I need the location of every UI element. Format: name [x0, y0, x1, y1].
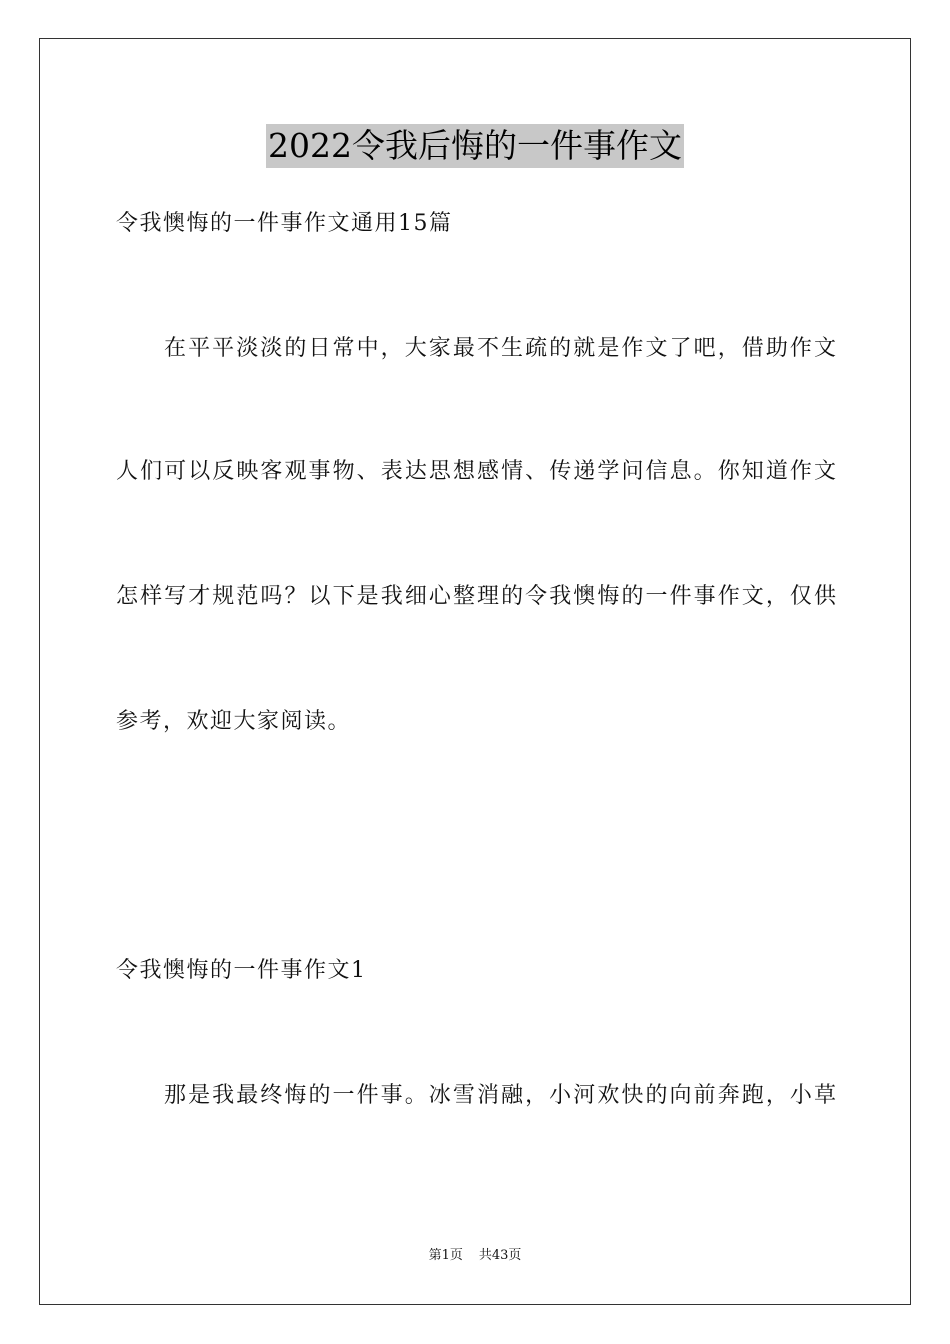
document-title: 2022令我后悔的一件事作文	[266, 124, 684, 168]
section-paragraph-line: 那是我最终悔的一件事。冰雪消融，小河欢快的向前奔跑，小草	[164, 1083, 836, 1108]
intro-paragraph-line: 在平平淡淡的日常中，大家最不生疏的就是作文了吧，借助作文	[164, 336, 836, 361]
intro-paragraph-line: 参考，欢迎大家阅读。	[116, 709, 352, 734]
intro-paragraph-line: 人们可以反映客观事物、表达思想感情、传递学问信息。你知道作文	[116, 459, 836, 484]
document-subtitle: 令我懊悔的一件事作文通用15篇	[116, 211, 453, 236]
page-footer	[0, 1247, 950, 1265]
intro-paragraph-line: 怎样写才规范吗？以下是我细心整理的令我懊悔的一件事作文，仅供	[116, 584, 836, 609]
section-heading: 令我懊悔的一件事作文1	[116, 958, 367, 983]
page-number: 第1页	[428, 1248, 463, 1263]
title-container	[0, 124, 950, 168]
page-total: 共43页	[478, 1248, 522, 1263]
